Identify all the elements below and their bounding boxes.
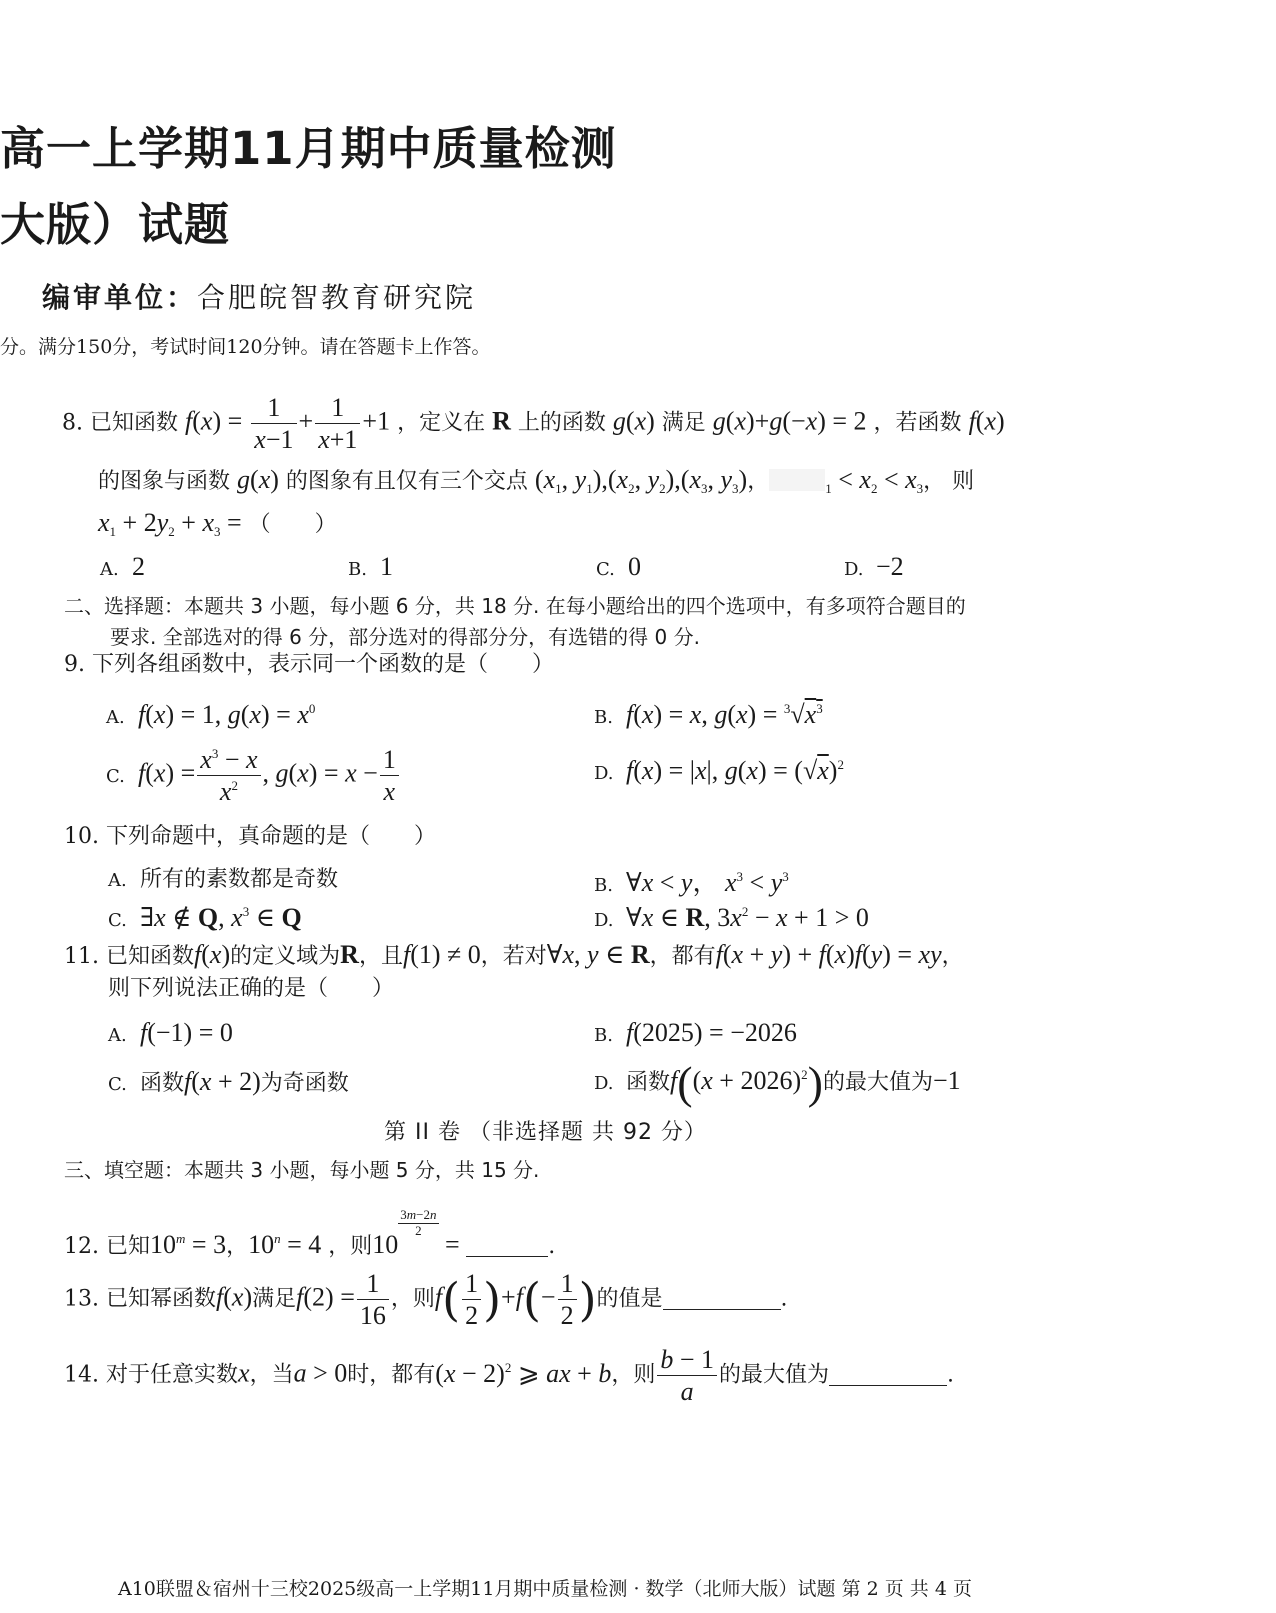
q8-text-g: 的图象有且仅有三个交点 [285, 469, 528, 494]
exam-note-text: 满分150分，考试时间120分钟。请在答题卡上作答。 [38, 336, 491, 358]
q13: 13. 已知幂函数f(x)满足f(2) = $\frac{1}{16}$ ，则f( $\frac{1}{2}$ )+f(− $\frac{1}{2}$ )的值是 . [64, 1269, 788, 1331]
q14-answer-blank[interactable] [829, 1384, 947, 1386]
title-line-1: 高一上学期11月期中质量检测 [0, 122, 617, 175]
q11-option-c[interactable]: C. 函数f(x + 2)为奇函数 [108, 1067, 349, 1096]
q8-line-1: 8. 已知函数 f(x) = $\frac{1}{x-1}$ + $\frac{1}{x+1}$ +1 ，定义在 R 上的函数 g(x) 满足 g(x)+g(−x) = 2 ，若函数 f(x) [62, 393, 1005, 455]
editor-label: 编审单位： [42, 281, 198, 314]
q9-option-b[interactable]: B. f(x) = x, $g(x) = ^3√x^3$ [594, 700, 823, 729]
q8-line-2: 的图象与函数 g(x) 的图象有且仅有三个交点 ($x_1$, $y_1),(x_2$, $y_2),(x_3$, $y_3$)， $_1 < x_2 < x_3$， 则 [98, 465, 975, 496]
q8-text-e: ，若函数 [873, 410, 962, 436]
q10-option-c[interactable]: C. ∃x ∉ Q, $x^3$ ∈ Q [108, 903, 302, 932]
q8-text-c: 上的函数 [517, 410, 606, 436]
q9-stem [64, 652, 554, 677]
q11-option-d[interactable]: D. 函数$f((x + 2026)^2)$的最大值为−1 [594, 1057, 961, 1108]
q11-number: 11. [64, 944, 99, 969]
q8-number: 8. [62, 410, 83, 436]
title-line-2: 大版）试题 [0, 198, 231, 251]
q12-number: 12. [64, 1233, 99, 1259]
q14-number: 14. [64, 1362, 99, 1388]
q10-option-a[interactable]: A. 所有的素数都是奇数 [108, 867, 339, 892]
exam-note-prefix: 分。 [0, 336, 39, 358]
q10-option-d[interactable]: D. ∀x ∈ R, $3x^2 - x + 1 > 0$ [594, 903, 869, 932]
q10-number: 10. [64, 824, 99, 849]
q10-text: 下列命题中，真命题的是（ ） [106, 824, 437, 849]
q8-text-a: 已知函数 [90, 410, 179, 436]
part-2-title: 第 II 卷 （非选择题 共 92 分） [384, 1120, 707, 1145]
q10-option-b[interactable]: B. ∀x < y， $x^3 < y^3$ [594, 868, 789, 897]
q11-option-b[interactable]: B. f(2025) = −2026 [594, 1018, 797, 1047]
redaction-mask [769, 469, 825, 491]
q11-line-2: 则下列说法正确的是（ ） [108, 976, 395, 1001]
q9-number: 9. [64, 652, 85, 677]
page-footer: A10联盟＆宿州十三校2025级高一上学期11月期中质量检测 · 数学（北师大版）试题 第 2 页 共 4 页 [118, 1578, 972, 1600]
q8-option-c[interactable]: C. 0 [596, 552, 641, 581]
q8-text-d: 满足 [661, 410, 706, 436]
q8-text-f: 的图象与函数 [98, 469, 231, 494]
q8-option-a[interactable]: A. 2 [100, 552, 145, 581]
q9-option-c[interactable]: C. f(x) = $\frac{x^3 - x}{x^2}$ , g(x) = x − $\frac{1}{x}$ [106, 744, 401, 807]
q12: 12. 已知$10^m = 3$，$10^n = 4$ ，则10 $\frac{3m-2n}{2}$ = . [64, 1207, 556, 1259]
editor-name: 合肥皖智教育研究院 [197, 281, 477, 314]
q10-stem [64, 824, 436, 849]
q8-paren: （ ） [248, 512, 337, 537]
section-3-heading: 三、填空题：本题共 3 小题，每小题 5 分，共 15 分. [64, 1158, 540, 1182]
exam-note [0, 332, 491, 359]
section-2-line-2: 要求. 全部选对的得 6 分，部分选对的得部分分，有选错的得 0 分. [110, 625, 700, 649]
q8-option-d[interactable]: D. −2 [844, 552, 904, 581]
q14: 14. 对于任意实数x，当a > 0时，都有$(x - 2)^2$ ⩾ ax + b，则 $\frac{b - 1}{a}$ 的最大值为 . [64, 1345, 955, 1407]
editor-line [42, 276, 476, 316]
q12-answer-blank[interactable] [466, 1255, 548, 1257]
q9-text: 下列各组函数中，表示同一个函数的是（ ） [92, 652, 555, 677]
q11-line-1: 11. 已知函数f(x)的定义域为R，且f(1) ≠ 0，若对∀x, y ∈ R，都有f(x + y) + f(x)f(y) = xy， [64, 940, 964, 969]
q11-option-a[interactable]: A. f(−1) = 0 [108, 1018, 233, 1047]
q13-number: 13. [64, 1286, 99, 1312]
q9-option-a[interactable]: A. f(x) = 1, $g(x) = x^0$ [106, 700, 316, 729]
q13-answer-blank[interactable] [663, 1308, 781, 1310]
q8-text-h: 则 [952, 469, 975, 494]
section-2-line-1: 二、选择题：本题共 3 小题，每小题 6 分，共 18 分. 在每小题给出的四个选项中，有多项符合题目的 [64, 594, 966, 618]
q8-option-b[interactable]: B. 1 [348, 552, 393, 581]
q8-text-b: ，定义在 [397, 410, 486, 436]
q9-option-d[interactable]: D. f(x) = |x|, $g(x) = (√x)^2$ [594, 756, 844, 785]
q8-line-3: $x_1 + 2y_2 + x_3$ = （ ） [98, 508, 337, 539]
